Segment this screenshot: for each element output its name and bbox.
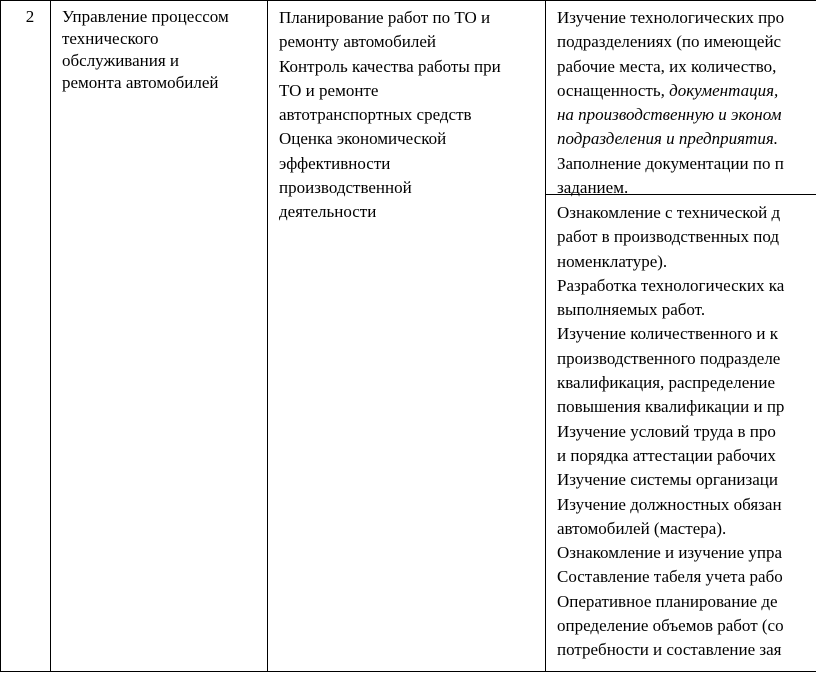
module-line: Управление процессом (62, 7, 229, 26)
task-line: Изучение условий труда в про (557, 421, 776, 441)
competency-line: производственной (279, 178, 412, 198)
competency-line: Планирование работ по ТО и (279, 8, 491, 27)
competency-line: Оценка экономической (279, 129, 447, 149)
competency-line: ТО и ремонте (279, 80, 379, 100)
module-line: ремонта автомобилей (62, 73, 219, 92)
task-line: повышения квалификации и пр (557, 397, 785, 417)
competency-line: Контроль качества работы при (279, 56, 501, 76)
task-line: выполняемых работ. (557, 300, 706, 320)
task-line: производственного подразделе (557, 348, 781, 368)
task-line: подразделениях (по имеющейс (557, 32, 782, 52)
task-line: Изучение количественного и к (557, 324, 779, 344)
task-line: Разработка технологических ка (557, 275, 785, 295)
table-border-left (0, 0, 1, 672)
column-divider-1 (50, 0, 51, 672)
column-divider-3 (545, 0, 546, 672)
task-line: рабочие места, их количество, (557, 56, 777, 76)
task-line: заданием. (557, 178, 629, 198)
task-line: работ в производственных под (557, 227, 779, 247)
module-name-cell (62, 6, 267, 94)
row-number: 2 (25, 7, 35, 26)
task-line: Оперативное планирование де (557, 591, 778, 611)
task-line: квалификация, распределение (557, 373, 775, 393)
task-line: на производственную и эконом (557, 105, 782, 125)
task-line: Заполнение документации по п (557, 153, 784, 173)
tasks-cell-top (557, 6, 816, 200)
module-line: технического (62, 29, 159, 48)
task-line: номенклатуре). (557, 251, 668, 271)
task-line: Изучение технологических про (557, 8, 785, 27)
tasks-cell-bottom (557, 201, 816, 663)
task-line: оснащенность, документация, (557, 80, 779, 100)
task-line: автомобилей (мастера). (557, 518, 727, 538)
competency-line: автотранспортных средств (279, 105, 472, 125)
table-border-bottom (0, 671, 816, 672)
competency-line: эффективности (279, 153, 391, 173)
competency-line: деятельности (279, 202, 377, 222)
task-line: Составление табеля учета рабо (557, 567, 783, 587)
task-line: потребности и составление зая (557, 640, 782, 660)
task-line: подразделения и предприятия. (557, 129, 778, 149)
competency-line: ремонту автомобилей (279, 32, 437, 52)
task-line: Изучение системы организаци (557, 470, 778, 490)
table-border-top (0, 0, 816, 1)
task-line: Ознакомление с технической д (557, 203, 781, 222)
task-line: определение объемов работ (со (557, 616, 784, 636)
task-line: и порядка аттестации рабочих (557, 445, 776, 465)
task-line: Изучение должностных обязан (557, 494, 782, 514)
competencies-cell (279, 6, 545, 225)
column-divider-2 (267, 0, 268, 672)
task-line: Ознакомление и изучение упра (557, 543, 783, 563)
module-line: обслуживания и (62, 51, 180, 70)
